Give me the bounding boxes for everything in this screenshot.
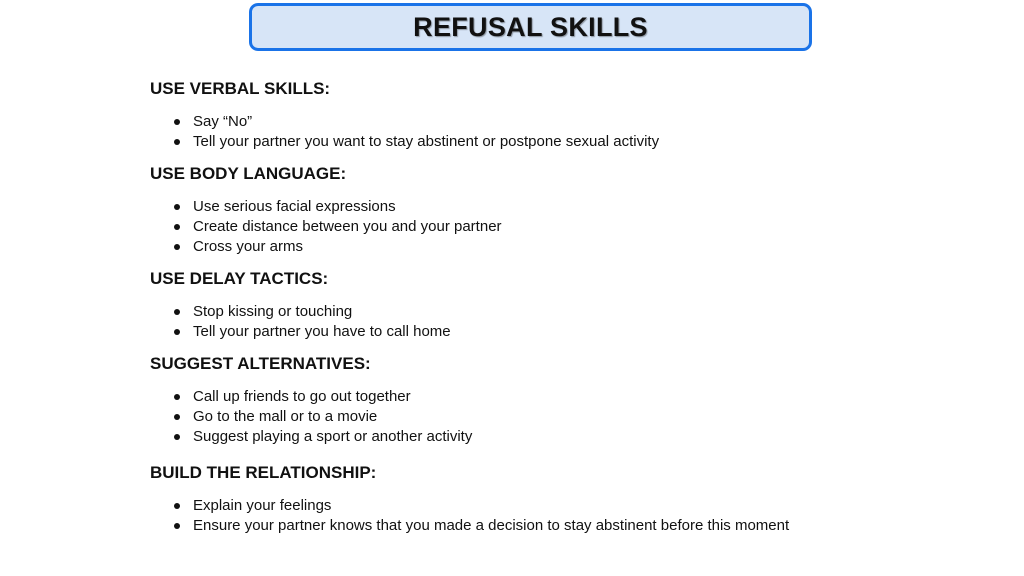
- list-item-text: Ensure your partner knows that you made a decision to stay abstinent before this moment: [193, 517, 790, 534]
- document-title: REFUSAL SKILLS: [413, 11, 648, 42]
- bullet-icon: [174, 139, 180, 145]
- list-item: [150, 112, 990, 132]
- bullet-icon: [174, 394, 180, 400]
- list-item: [150, 322, 990, 342]
- list-item-text: Use serious facial expressions: [193, 198, 396, 215]
- bullet-icon: [174, 434, 180, 440]
- list-item: [150, 217, 990, 237]
- section-suggest-alternatives: [150, 354, 990, 447]
- bullet-list: [150, 197, 990, 257]
- list-item: [150, 427, 990, 447]
- list-item-text: Create distance between you and your partner: [193, 218, 502, 235]
- list-item-text: Suggest playing a sport or another activity: [193, 428, 473, 445]
- bullet-list: [150, 496, 990, 536]
- list-item-text: Tell your partner you want to stay abstinent or postpone sexual activity: [193, 133, 660, 150]
- list-item: [150, 237, 990, 257]
- list-item: [150, 132, 990, 152]
- list-item: [150, 496, 990, 516]
- bullet-icon: [174, 204, 180, 210]
- list-item-text: Stop kissing or touching: [193, 303, 353, 320]
- list-item: [150, 516, 990, 536]
- bullet-icon: [174, 224, 180, 230]
- bullet-icon: [174, 244, 180, 250]
- section-body-language: [150, 164, 990, 257]
- document-content: [150, 79, 990, 536]
- section-verbal-skills: [150, 79, 990, 152]
- list-item-text: Explain your feelings: [193, 497, 332, 514]
- list-item-text: Go to the mall or to a movie: [193, 408, 378, 425]
- title-box: [249, 3, 812, 51]
- list-item-text: Call up friends to go out together: [193, 388, 411, 405]
- section-build-relationship: [150, 463, 990, 536]
- section-heading: USE VERBAL SKILLS:: [150, 79, 331, 98]
- list-item-text: Say “No”: [193, 113, 253, 130]
- bullet-list: [150, 387, 990, 447]
- list-item: [150, 407, 990, 427]
- bullet-list: [150, 112, 990, 152]
- section-heading: USE BODY LANGUAGE:: [150, 164, 347, 183]
- bullet-icon: [174, 414, 180, 420]
- list-item-text: Tell your partner you have to call home: [193, 323, 451, 340]
- list-item: [150, 197, 990, 217]
- section-heading: SUGGEST ALTERNATIVES:: [150, 354, 371, 373]
- section-delay-tactics: [150, 269, 990, 342]
- bullet-icon: [174, 523, 180, 529]
- bullet-icon: [174, 503, 180, 509]
- list-item: [150, 387, 990, 407]
- list-item-text: Cross your arms: [193, 238, 304, 255]
- section-heading: BUILD THE RELATIONSHIP:: [150, 463, 377, 482]
- bullet-list: [150, 302, 990, 342]
- bullet-icon: [174, 119, 180, 125]
- section-heading: USE DELAY TACTICS:: [150, 269, 329, 288]
- list-item: [150, 302, 990, 322]
- bullet-icon: [174, 309, 180, 315]
- bullet-icon: [174, 329, 180, 335]
